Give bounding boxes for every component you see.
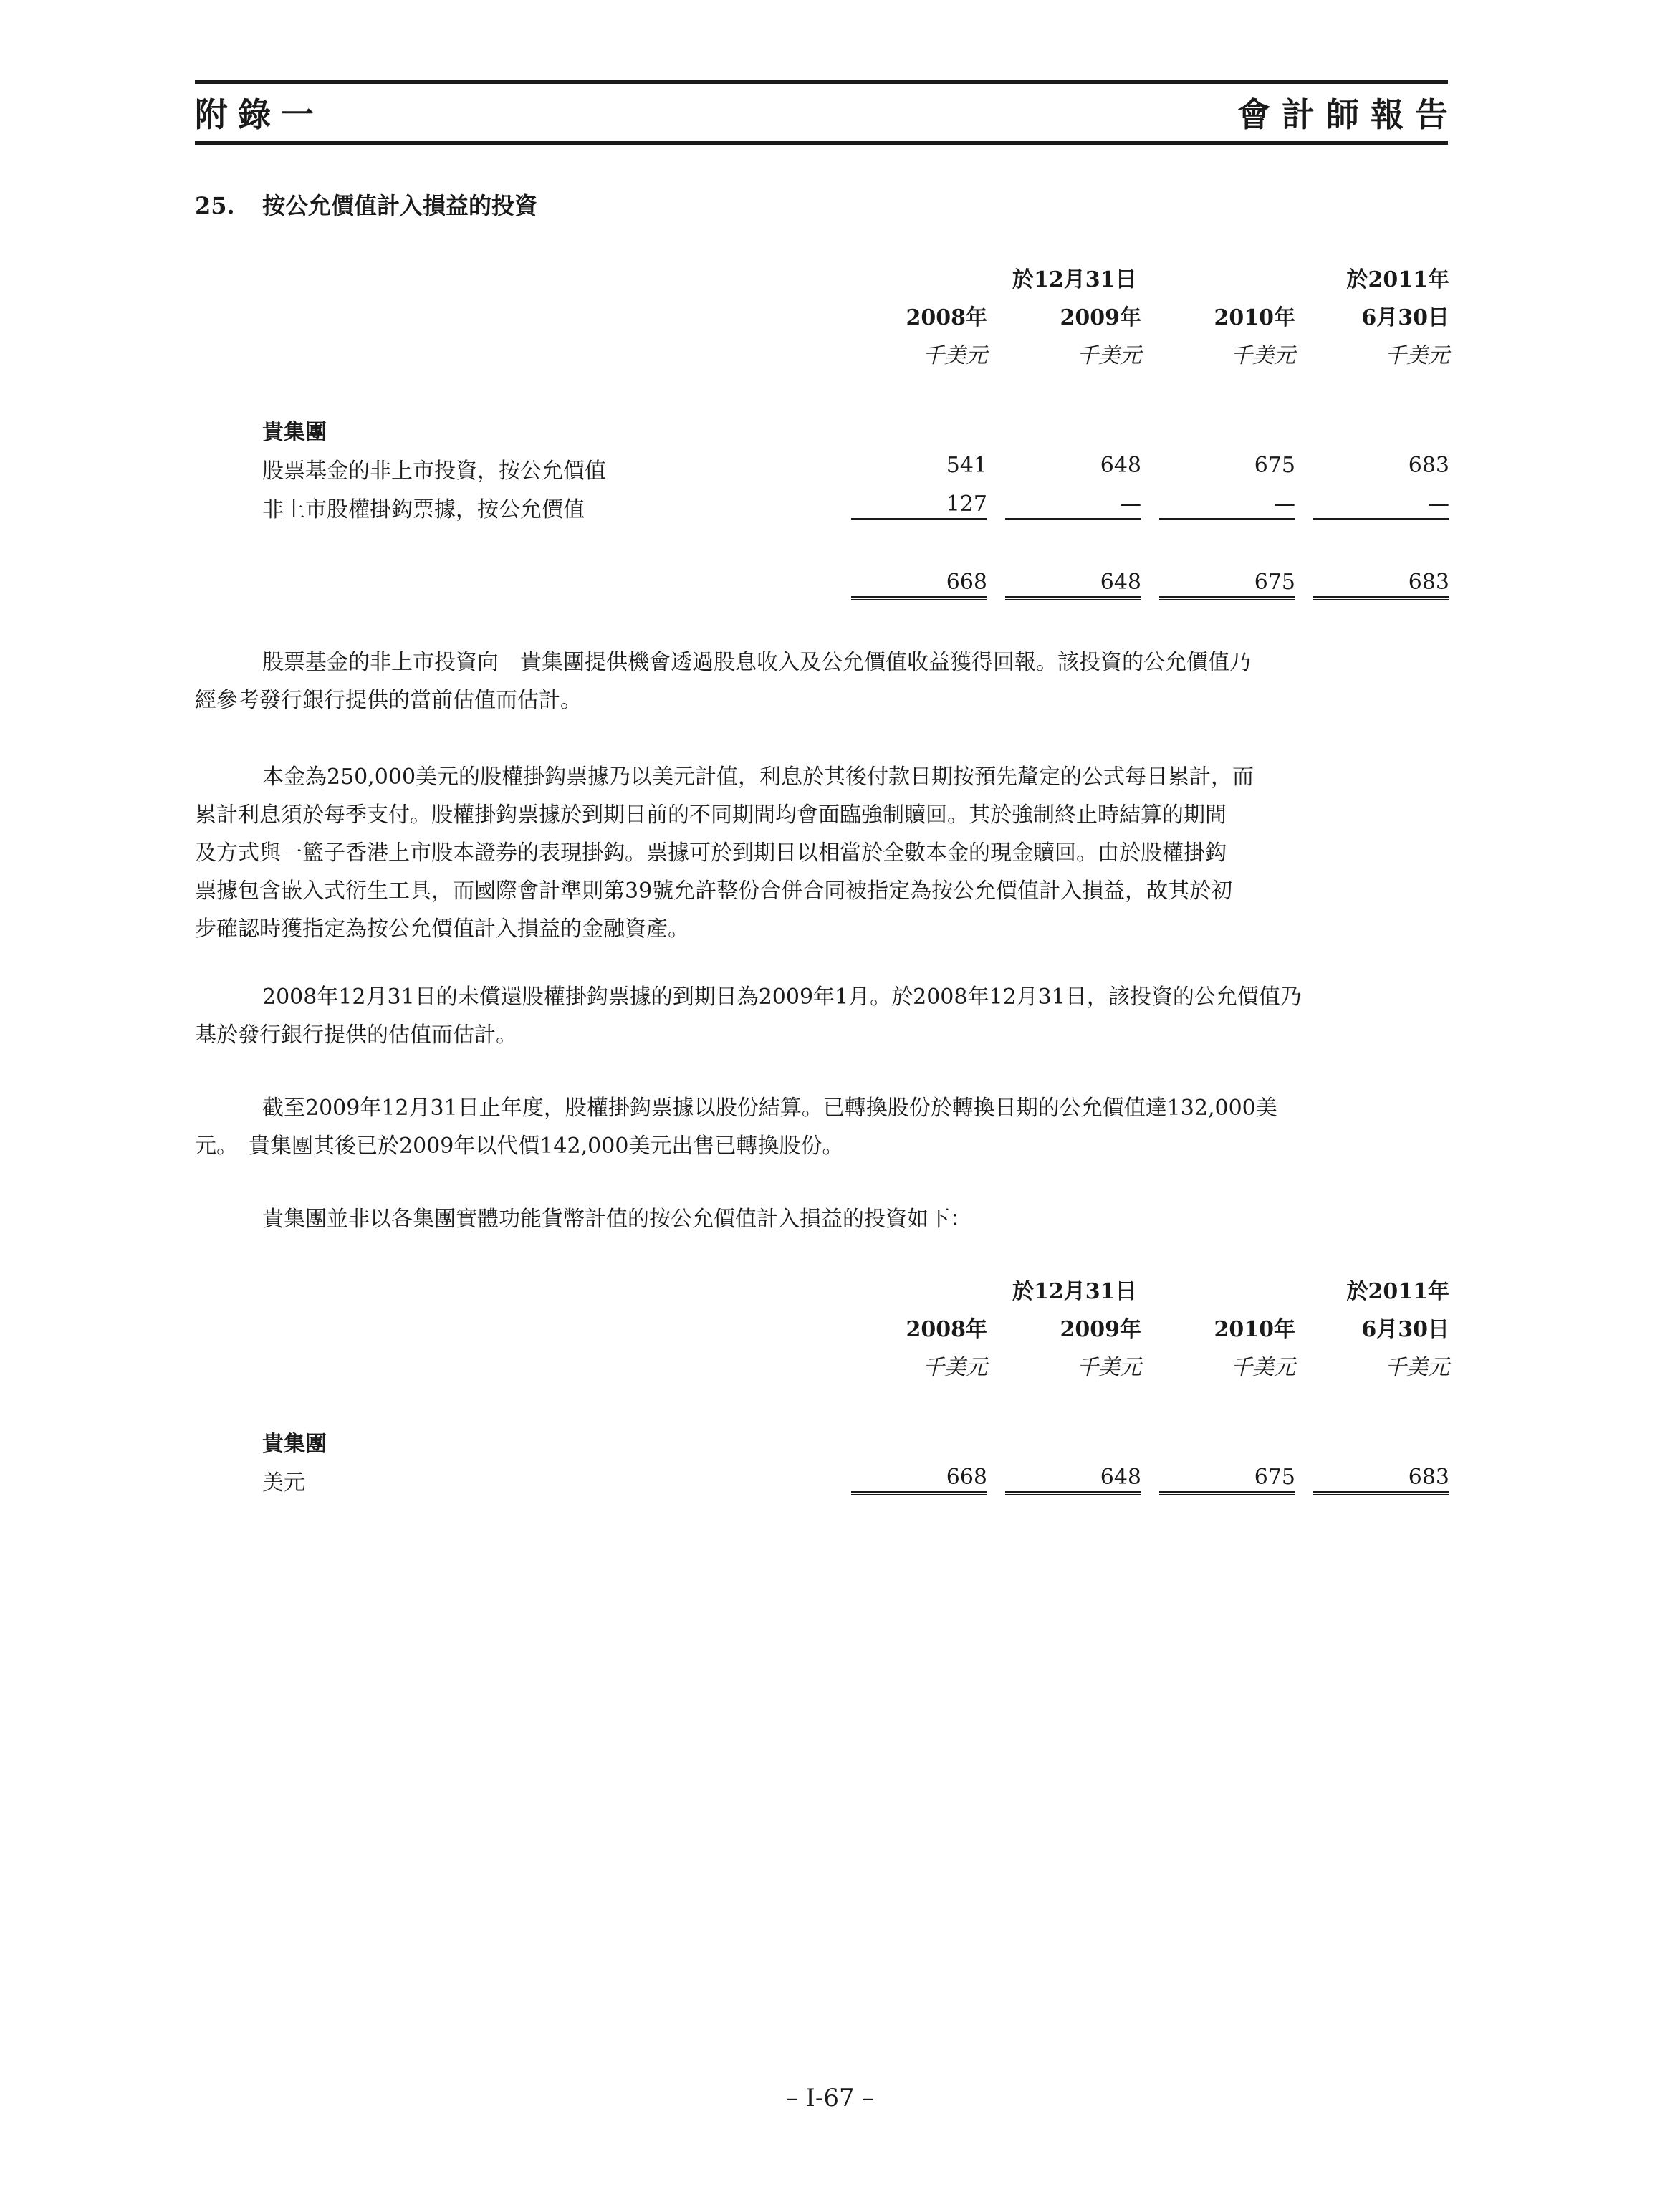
table2-year-2: 2009年 bbox=[1060, 1317, 1141, 1342]
table1-total-4: 683 bbox=[1313, 570, 1449, 600]
section-title: 按公允價值計入損益的投資 bbox=[262, 192, 538, 219]
table2-header-dec31: 於12月31日 bbox=[1012, 1279, 1137, 1304]
paragraph-1-line-2: 經參考發行銀行提供的當前估值而估計。 bbox=[195, 688, 582, 713]
table1-total-1: 668 bbox=[851, 570, 987, 600]
table2-year-3: 2010年 bbox=[1214, 1317, 1295, 1342]
table2-row-1-value-2: 648 bbox=[1005, 1465, 1141, 1495]
table1-row-2-value-3: — bbox=[1159, 492, 1295, 520]
table1-row-2-value-2: — bbox=[1005, 492, 1141, 520]
paragraph-1-line-1: 股票基金的非上市投資向 貴集團提供機會透過股息收入及公允價值收益獲得回報。該投資的公允價值乃 bbox=[262, 650, 1251, 675]
table1-header-dec31: 於12月31日 bbox=[1012, 267, 1137, 292]
paragraph-3-line-2: 基於發行銀行提供的估值而估計。 bbox=[195, 1023, 517, 1048]
table1-row-1-value-3: 675 bbox=[1254, 453, 1295, 478]
paragraph-5-line-1: 貴集團並非以各集團實體功能貨幣計值的按公允價值計入損益的投資如下： bbox=[262, 1207, 971, 1232]
table2-year-1: 2008年 bbox=[906, 1317, 987, 1342]
section-heading bbox=[195, 188, 537, 221]
table1-header-2011: 於2011年 bbox=[1346, 267, 1449, 292]
appendix-title: 附錄一 bbox=[195, 95, 324, 134]
paragraph-5 bbox=[195, 1200, 1448, 1238]
table2-unit-3: 千美元 bbox=[1231, 1355, 1295, 1380]
table1-row-2-value-1: 127 bbox=[851, 492, 987, 520]
table1-total-2: 648 bbox=[1005, 570, 1141, 600]
paragraph-3 bbox=[195, 978, 1448, 1054]
paragraph-4-line-2: 元。 貴集團其後已於2009年以代價142,000美元出售已轉換股份。 bbox=[195, 1134, 844, 1159]
table2-unit-1: 千美元 bbox=[923, 1355, 987, 1380]
paragraph-2-line-4: 票據包含嵌入式衍生工具，而國際會計準則第39號允許整份合併合同被指定為按公允價值計入損益，故其於初 bbox=[195, 878, 1233, 904]
table1-row-2-value-4: — bbox=[1313, 492, 1449, 520]
table2-unit-4: 千美元 bbox=[1385, 1355, 1449, 1380]
table2-row-1-value-1: 668 bbox=[851, 1465, 987, 1495]
table2-header-2011: 於2011年 bbox=[1346, 1279, 1449, 1304]
table1-row-1-value-4: 683 bbox=[1408, 453, 1449, 478]
page-header bbox=[195, 80, 1459, 145]
table1-section-label: 貴集團 bbox=[262, 420, 327, 445]
header-rule-bottom bbox=[195, 141, 1448, 145]
table1-year-3: 2010年 bbox=[1214, 305, 1295, 330]
table2-row-1-label: 美元 bbox=[262, 1470, 305, 1495]
paragraph-2-line-3: 及方式與一籃子香港上市股本證券的表現掛鈎。票據可於到期日以相當於全數本金的現金贖回。由於股權掛鈎 bbox=[195, 841, 1227, 866]
paragraph-1 bbox=[195, 643, 1448, 719]
paragraph-2-line-1: 本金為250,000美元的股權掛鈎票據乃以美元計值，利息於其後付款日期按預先釐定的公式每日累計，而 bbox=[262, 765, 1254, 790]
table1-year-2: 2009年 bbox=[1060, 305, 1141, 330]
paragraph-2-line-5: 步確認時獲指定為按公允價值計入損益的金融資產。 bbox=[195, 916, 689, 942]
paragraph-2 bbox=[195, 758, 1448, 948]
paragraph-4-line-1: 截至2009年12月31日止年度，股權掛鈎票據以股份結算。已轉換股份於轉換日期的公允價值達132,000美 bbox=[262, 1096, 1277, 1121]
section-number: 25. bbox=[195, 192, 235, 219]
page-number: – I-67 – bbox=[785, 2084, 875, 2112]
table1-year-4: 6月30日 bbox=[1361, 305, 1449, 330]
table1-unit-3: 千美元 bbox=[1231, 343, 1295, 368]
table1-row-1-value-1: 541 bbox=[946, 453, 987, 478]
table1-total-3: 675 bbox=[1159, 570, 1295, 600]
paragraph-2-line-2: 累計利息須於每季支付。股權掛鈎票據於到期日前的不同期間均會面臨強制贖回。其於強制終止時結算的期間 bbox=[195, 803, 1227, 828]
table1-unit-4: 千美元 bbox=[1385, 343, 1449, 368]
report-title: 會計師報告 bbox=[1237, 95, 1459, 134]
table2-row-1-value-4: 683 bbox=[1313, 1465, 1449, 1495]
table1-row-1-label: 股票基金的非上市投資，按公允價值 bbox=[262, 459, 606, 484]
table2-row-1-value-3: 675 bbox=[1159, 1465, 1295, 1495]
table2-year-4: 6月30日 bbox=[1361, 1317, 1449, 1342]
table1-unit-1: 千美元 bbox=[923, 343, 987, 368]
table1-year-1: 2008年 bbox=[906, 305, 987, 330]
paragraph-3-line-1: 2008年12月31日的未償還股權掛鈎票據的到期日為2009年1月。於2008年12月31日，該投資的公允價值乃 bbox=[262, 985, 1302, 1010]
table1-unit-2: 千美元 bbox=[1077, 343, 1141, 368]
table2-unit-2: 千美元 bbox=[1077, 1355, 1141, 1380]
table2-section-label: 貴集團 bbox=[262, 1432, 327, 1457]
table1-row-2-label: 非上市股權掛鈎票據，按公允價值 bbox=[262, 497, 585, 522]
paragraph-4 bbox=[195, 1089, 1448, 1165]
table1-row-1-value-2: 648 bbox=[1100, 453, 1141, 478]
